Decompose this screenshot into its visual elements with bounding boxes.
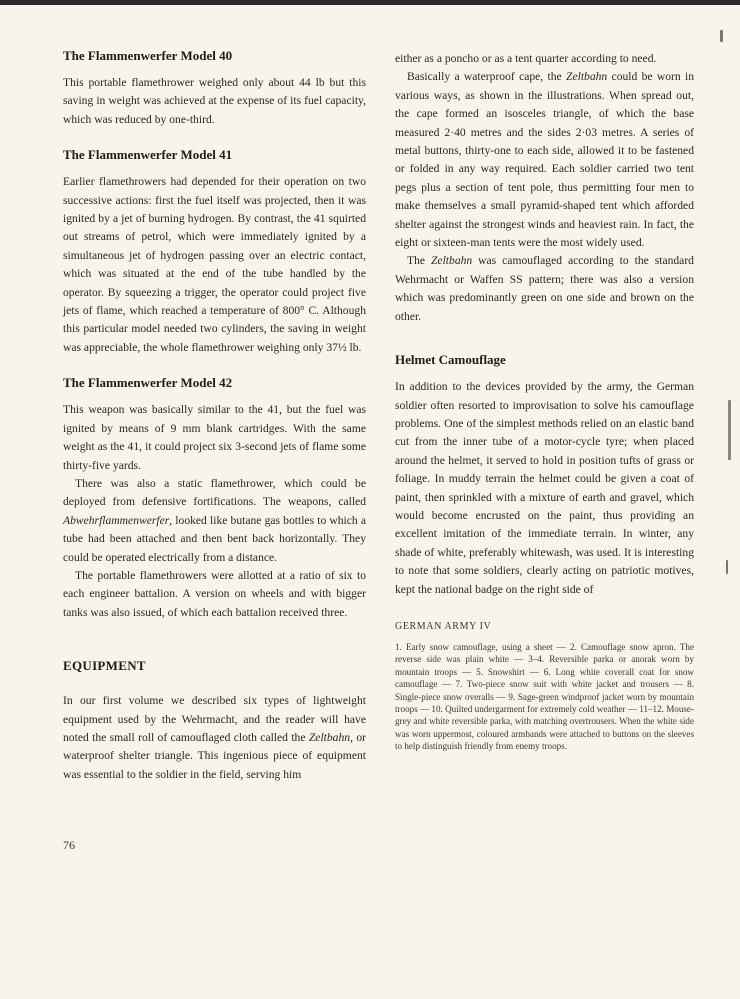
paragraph-static-flamethrower: There was also a static flamethrower, which could be deployed from defensive fortifications. The weapons, called Abwehrflammenwerfer, looked like butane gas bottles to which a tube had been attached and then bent back horizontally. They could be operated electrically from a distance. — [63, 476, 366, 564]
paragraph-model-42: This weapon was basically similar to the 41, but the fuel was ignited by means of 9 mm blank cartridges. With the same weight as the 41, it could project six 3-second jets of flame some thirty-five yards. — [63, 403, 366, 472]
paragraph-helmet-camouflage: In addition to the devices provided by the army, the German soldier often resorted to improvisation to solve his camouflage problems. One of the simplest methods relied on an elastic band cut from the inner tube of a motor-cycle tyre; when placed around the helmet, it served to hold in position tufts of grass or foliage. In muddy terrain the helmet could be given a coat of paint, then sprinkled with a mixture of earth and gravel, which would become encrusted on the paint, thus providing an excellent imitation of the immediate terrain. In winter, any shade of white, preferably whitewash, was used. It is interesting to note that some soldiers, clearly acting on patriotic motives, kept the national badge on the right side of — [395, 380, 694, 596]
margin-speck-mark — [720, 30, 723, 42]
right-column — [395, 50, 694, 753]
page-top-border — [0, 0, 740, 5]
page-number: 76 — [63, 838, 75, 852]
paragraph-zeltbahn-pattern: The Zeltbahn was camouflaged according to the standard Wehrmacht or Waffen SS pattern; there was also a version which was predominantly green on one side and brown on the other. — [395, 254, 694, 323]
heading-equipment: EQUIPMENT — [63, 658, 146, 674]
paragraph-model-40: This portable flamethrower weighed only about 44 lb but this saving in weight was achieved at the expense of its fuel capacity, which was reduced by one-third. — [63, 76, 366, 126]
paragraph-equipment: In our first volume we described six types of lightweight equipment used by the Wehrmacht, and the reader will have noted the small roll of camouflaged cloth called the Zeltbahn, or waterproof shelter triangle. This ingenious piece of equipment was essential to the soldier in the field, serving him — [63, 694, 366, 781]
margin-speck-mark — [726, 560, 728, 574]
caption-title: GERMAN ARMY IV — [395, 620, 492, 632]
heading-flammenwerfer-42: The Flammenwerfer Model 42 — [63, 375, 233, 391]
left-column — [63, 48, 366, 784]
plate-caption: 1. Early snow camouflage, using a sheet — 2. Camouflage snow apron. The reverse side was plain white — 3–4. Reversible parka or anorak worn by mountain troops — 5. Snowshirt — 6. Long white coverall coat for snow camouflage — 7. Two-piece snow suit with white jacket and trousers — 8. Single-piece snow overalls — 9. Sage-green windproof jacket worn by mountain troops — 10. Quilted undergarment for extremely cold weather — 11–12. Mouse-grey and white reversible parka, with matching overtrousers. When the white side was worn uppermost, coloured armbands were attached to buttons on the sleeves to help distinguish friendly from enemy troops. — [395, 641, 694, 752]
heading-flammenwerfer-41: The Flammenwerfer Model 41 — [63, 147, 233, 163]
heading-helmet-camouflage: Helmet Camouflage — [395, 352, 506, 368]
paragraph-poncho: either as a poncho or as a tent quarter according to need. — [395, 52, 657, 65]
paragraph-allotment: The portable flamethrowers were allotted at a ratio of six to each engineer battalion. A version on wheels and with bigger tanks was also issued, of which each battalion received three. — [63, 568, 366, 619]
paragraph-model-41: Earlier flamethrowers had depended for their operation on two successive actions: first the fuel itself was projected, then it was ignited by a jet of burning hydrogen. By contrast, the 41 squirted out streams of petrol, which were immediately ignited by a simultaneous jet of hydrogen passing over an electric contact, which was situated at the end of the tube handled by the operator. By squeezing a trigger, the operator could project five jets of flame, which reached a temperature of 800° C. Although this particular model needed two cylinders, the saving in weight was appreciable, the whole flamethrower weighing only 37½ lb. — [63, 175, 366, 354]
heading-flammenwerfer-40: The Flammenwerfer Model 40 — [63, 48, 233, 63]
paragraph-zeltbahn-cape: Basically a waterproof cape, the Zeltbahn could be worn in various ways, as shown in the illustrations. When spread out, the cape formed an isosceles triangle, of which the base measured 2·40 metres and the sides 2·03 metres. A series of metal buttons, thirty-one to each side, allowed it to be fastened or folded in any way required. Each soldier carried two tent pegs plus a section of tent pole, thus permitting four men to make themselves a small pyramid-shaped tent which afforded shelter against the strongest winds and heaviest rain. In fact, the eight or sixteen-man tents were the most widely used. — [395, 70, 695, 250]
margin-edge-mark — [728, 400, 731, 460]
